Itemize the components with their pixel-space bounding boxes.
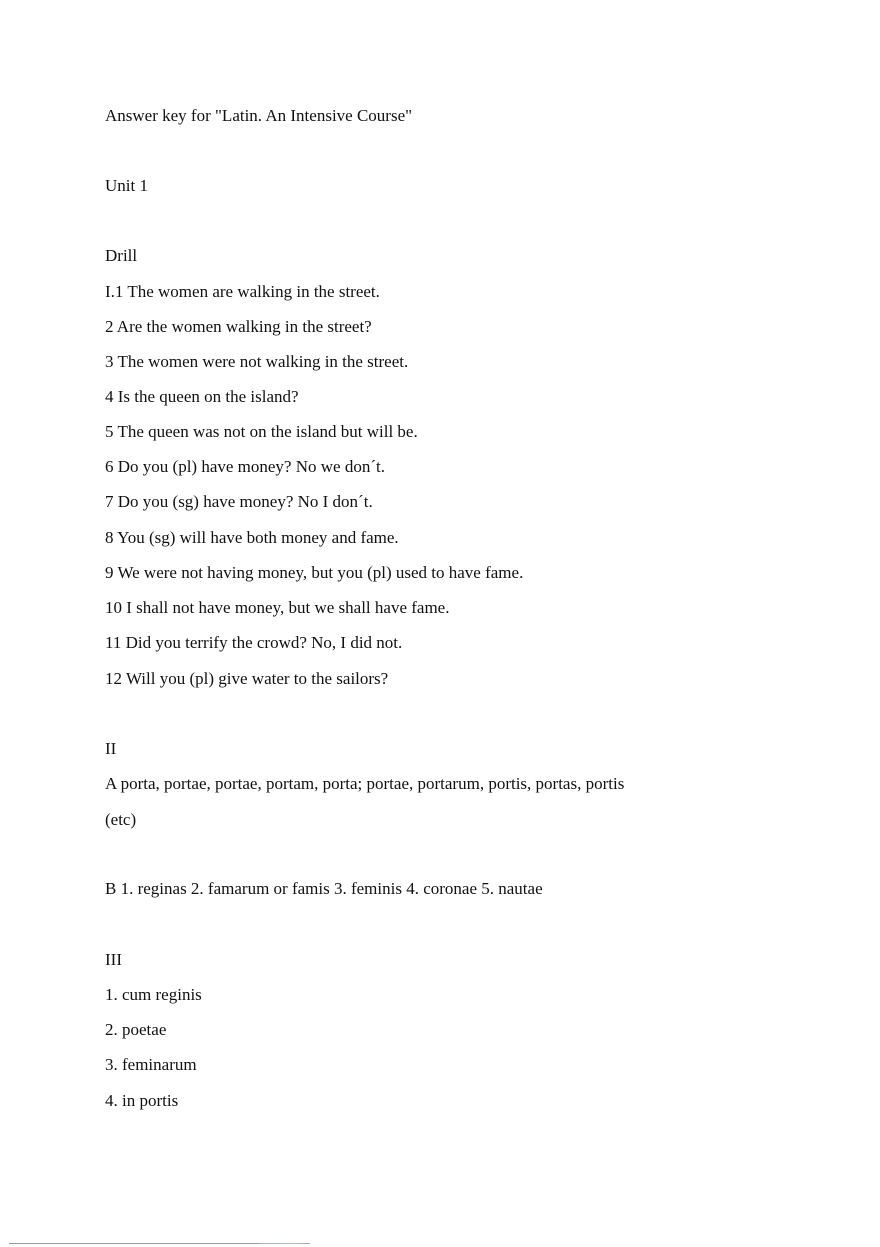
drill-item: 11 Did you terrify the crowd? No, I did not. bbox=[105, 633, 403, 652]
section-ii-a-line: A porta, portae, portae, portam, porta; portae, portarum, portis, portas, portis bbox=[105, 774, 625, 793]
drill-item: 3 The women were not walking in the street. bbox=[105, 352, 409, 371]
drill-item: 8 You (sg) will have both money and fame. bbox=[105, 528, 399, 547]
section-ii-a-line: (etc) bbox=[105, 810, 137, 829]
section-iii-heading: III bbox=[105, 950, 122, 969]
section-ii-b-line: B 1. reginas 2. famarum or famis 3. feminis 4. coronae 5. nautae bbox=[105, 879, 543, 898]
drill-item: I.1 The women are walking in the street. bbox=[105, 282, 380, 301]
section-iii-item: 1. cum reginis bbox=[105, 985, 202, 1004]
section-iii-item: 3. feminarum bbox=[105, 1055, 197, 1074]
drill-item: 6 Do you (pl) have money? No we don´t. bbox=[105, 457, 385, 476]
drill-item: 12 Will you (pl) give water to the sailors? bbox=[105, 669, 389, 688]
drill-heading: Drill bbox=[105, 246, 138, 265]
section-iii-item: 4. in portis bbox=[105, 1091, 179, 1110]
unit-heading: Unit 1 bbox=[105, 176, 148, 195]
drill-item: 9 We were not having money, but you (pl) used to have fame. bbox=[105, 563, 524, 582]
section-ii-heading: II bbox=[105, 739, 117, 758]
drill-item: 4 Is the queen on the island? bbox=[105, 387, 299, 406]
page-bottom-rule-artifact bbox=[258, 1243, 310, 1244]
section-iii-item: 2. poetae bbox=[105, 1020, 167, 1039]
drill-item: 10 I shall not have money, but we shall have fame. bbox=[105, 598, 450, 617]
document-title: Answer key for "Latin. An Intensive Course" bbox=[105, 106, 413, 125]
drill-item: 2 Are the women walking in the street? bbox=[105, 317, 372, 336]
drill-item: 5 The queen was not on the island but will be. bbox=[105, 422, 418, 441]
drill-item: 7 Do you (sg) have money? No I don´t. bbox=[105, 492, 373, 511]
